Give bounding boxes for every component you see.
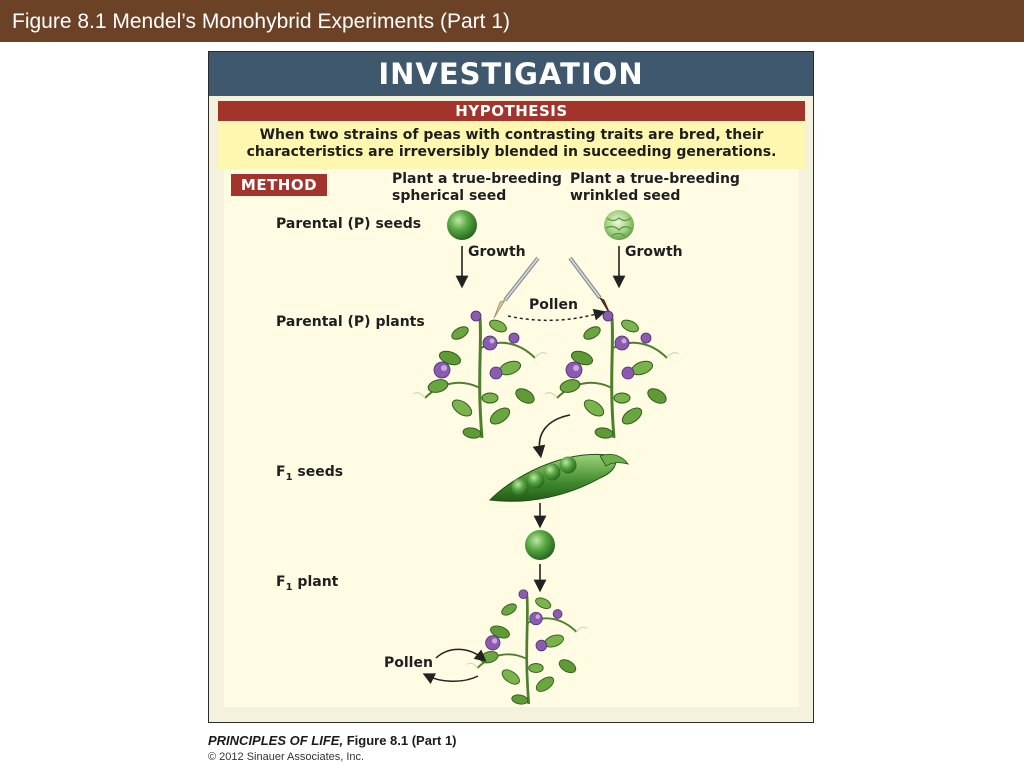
book-title: PRINCIPLES OF LIFE,: [208, 733, 344, 748]
paintbrush-left-icon: [494, 258, 538, 318]
cross-to-pod-arrow: [539, 415, 570, 452]
row-label-parental-seeds: Parental (P) seeds: [276, 216, 422, 232]
f1-seeds-suffix: seeds: [297, 464, 344, 480]
hypothesis-label: HYPOTHESIS: [455, 102, 568, 120]
figure-reference: Figure 8.1 (Part 1): [346, 733, 457, 748]
parental-plant-right: [545, 311, 679, 439]
spherical-heading-line1: Plant a true-breeding: [392, 171, 562, 187]
spherical-seed: [447, 210, 477, 240]
wrinkled-heading-line2: wrinkled seed: [570, 188, 681, 204]
f1-plant-suffix: plant: [297, 574, 339, 590]
pollen-label-top: Pollen: [529, 297, 578, 313]
wrinkled-seed: [604, 210, 634, 240]
investigation-title: INVESTIGATION: [378, 57, 644, 91]
pea-pod: [490, 454, 628, 501]
slide-title: Figure 8.1 Mendel’s Monohybrid Experiments (Part 1): [12, 10, 511, 33]
copyright: © 2012 Sinauer Associates, Inc.: [208, 751, 365, 763]
hypothesis-text-line2: characteristics are irreversibly blended in succeeding generations.: [246, 144, 777, 160]
method-label: METHOD: [240, 176, 318, 194]
wrinkled-heading-line1: Plant a true-breeding: [570, 171, 740, 187]
f1-seed: [525, 530, 555, 560]
parental-plant-left: [413, 311, 547, 439]
self-pollen-arrow-bottom: [428, 676, 478, 681]
f1-plant-prefix: F: [276, 574, 286, 590]
f1-seeds-prefix: F: [276, 464, 286, 480]
pollen-label-bottom: Pollen: [384, 655, 433, 671]
row-label-parental-plants: Parental (P) plants: [276, 314, 425, 330]
f1-plant-subscript: 1: [285, 582, 293, 593]
footer-caption: [208, 733, 457, 748]
growth-label-right: Growth: [625, 244, 683, 260]
growth-label-left: Growth: [468, 244, 526, 260]
f1-plant: [467, 590, 588, 706]
self-pollen-arrow-top: [436, 649, 482, 658]
f1-seeds-subscript: 1: [285, 472, 293, 483]
hypothesis-text-line1: When two strains of peas with contrasting traits are bred, their: [259, 127, 764, 143]
pollen-transfer-arrow: [508, 313, 600, 320]
paintbrush-right-icon: [570, 258, 611, 316]
spherical-heading-line2: spherical seed: [392, 188, 507, 204]
